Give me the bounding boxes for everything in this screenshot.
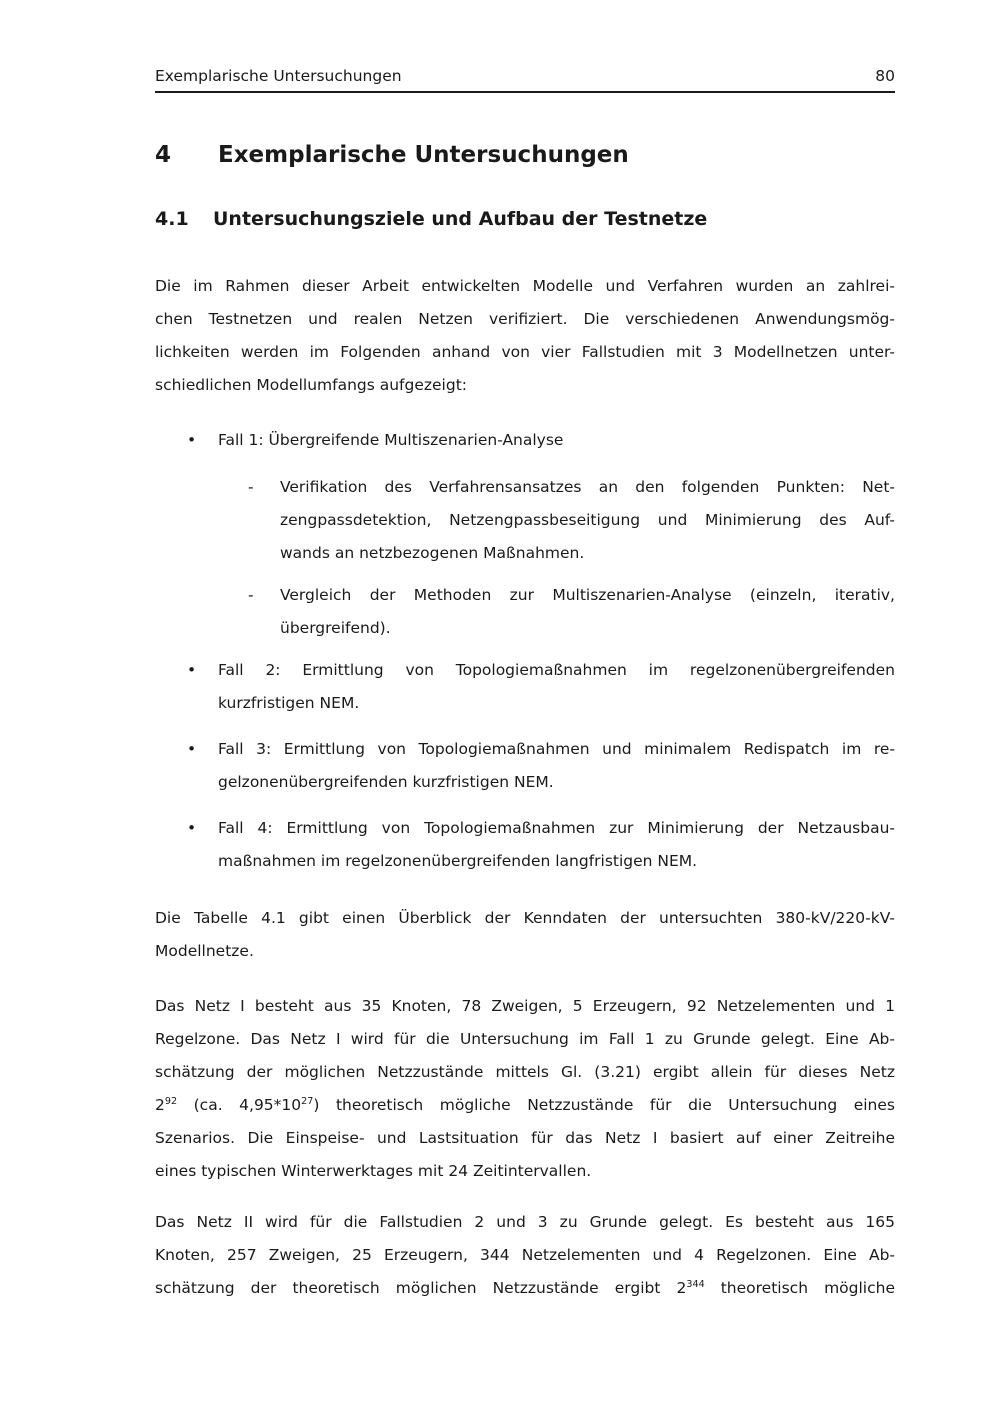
list-subitem-verifikation bbox=[155, 471, 895, 570]
text-line: Fall 1: Übergreifende Multiszenarien-Analyse bbox=[218, 431, 564, 449]
running-header bbox=[155, 66, 895, 93]
bullet-icon: • bbox=[187, 431, 197, 449]
text-line: Fall 2: Ermittlung von Topologiemaßnahmen im regelzonenübergreifenden bbox=[218, 661, 895, 679]
text-line: gelzonenübergreifenden kurzfristigen NEM. bbox=[218, 773, 554, 791]
text-column bbox=[155, 0, 895, 1305]
page-number: 80 bbox=[875, 67, 895, 85]
bullet-icon: • bbox=[187, 819, 197, 837]
list-item-text bbox=[218, 812, 895, 878]
bullet-icon: • bbox=[187, 661, 197, 679]
text-line: Das Netz II wird für die Fallstudien 2 und 3 zu Grunde gelegt. Es besteht aus 165 bbox=[155, 1213, 895, 1231]
text-line: maßnahmen im regelzonenübergreifenden langfristigen NEM. bbox=[218, 852, 698, 870]
list-item-text bbox=[218, 654, 895, 720]
text-line: übergreifend). bbox=[280, 619, 391, 637]
text-line: Die im Rahmen dieser Arbeit entwickelten Modelle und Verfahren wurden an zahlrei- bbox=[155, 277, 895, 295]
netz2-paragraph bbox=[155, 1206, 895, 1305]
text-line: schätzung der möglichen Netzzustände mittels Gl. (3.21) ergibt allein für dieses Netz bbox=[155, 1063, 895, 1081]
dash-icon: - bbox=[248, 478, 254, 496]
netz1-paragraph bbox=[155, 990, 895, 1188]
text-line: Die Tabelle 4.1 gibt einen Überblick der Kenndaten der untersuchten 380-kV/220-kV- bbox=[155, 909, 895, 927]
text-line: Fall 3: Ermittlung von Topologiemaßnahmen und minimalem Redispatch im re- bbox=[218, 740, 895, 758]
section-number: 4 bbox=[155, 142, 172, 168]
text-line: kurzfristigen NEM. bbox=[218, 694, 360, 712]
intro-paragraph bbox=[155, 270, 895, 402]
text-line: schiedlichen Modellumfangs aufgezeigt: bbox=[155, 376, 468, 394]
text-line: Verifikation des Verfahrensansatzes an den folgenden Punkten: Net- bbox=[280, 478, 895, 496]
text-line: lichkeiten werden im Folgenden anhand von vier Fallstudien mit 3 Modellnetzen unter- bbox=[155, 343, 895, 361]
dash-icon: - bbox=[248, 586, 254, 604]
text-line: Modellnetze. bbox=[155, 942, 254, 960]
text-line: schätzung der theoretisch möglichen Netzzustände ergibt $2^{344}$ theoretisch mögliche bbox=[155, 1279, 895, 1297]
text-line: Knoten, 257 Zweigen, 25 Erzeugern, 344 Netzelementen und 4 Regelzonen. Eine Ab- bbox=[155, 1246, 895, 1264]
text-line: $2^{92}$ (ca. $4,95*10^{27}$) theoretisch mögliche Netzzustände für die Untersuchung eines bbox=[155, 1096, 895, 1114]
list-item-fall1 bbox=[155, 424, 895, 457]
subsection-number: 4.1 bbox=[155, 208, 189, 230]
subsection-title: Untersuchungsziele und Aufbau der Testnetze bbox=[213, 208, 708, 230]
list-item-fall2 bbox=[155, 654, 895, 720]
text-line: chen Testnetzen und realen Netzen verifiziert. Die verschiedenen Anwendungsmög- bbox=[155, 310, 895, 328]
list-item-text bbox=[280, 471, 895, 570]
list-item-text bbox=[218, 424, 895, 457]
text-line: Regelzone. Das Netz I wird für die Untersuchung im Fall 1 zu Grunde gelegt. Eine Ab- bbox=[155, 1030, 895, 1048]
text-line: wands an netzbezogenen Maßnahmen. bbox=[280, 544, 585, 562]
running-header-title: Exemplarische Untersuchungen bbox=[155, 67, 402, 85]
list-item-text bbox=[218, 733, 895, 799]
text-line: Das Netz I besteht aus 35 Knoten, 78 Zweigen, 5 Erzeugern, 92 Netzelementen und 1 bbox=[155, 997, 895, 1015]
text-line: eines typischen Winterwerktages mit 24 Zeitintervallen. bbox=[155, 1162, 592, 1180]
text-line: zengpassdetektion, Netzengpassbeseitigung und Minimierung des Auf- bbox=[280, 511, 895, 529]
text-line: Fall 4: Ermittlung von Topologiemaßnahmen zur Minimierung der Netzausbau- bbox=[218, 819, 895, 837]
bullet-icon: • bbox=[187, 740, 197, 758]
list-item-fall4 bbox=[155, 812, 895, 878]
list-item-text bbox=[280, 579, 895, 645]
list-subitem-vergleich bbox=[155, 579, 895, 645]
text-line: Vergleich der Methoden zur Multiszenarien-Analyse (einzeln, iterativ, bbox=[280, 586, 895, 604]
section-heading bbox=[155, 140, 895, 170]
table-note-paragraph bbox=[155, 902, 895, 968]
list-item-fall3 bbox=[155, 733, 895, 799]
subsection-heading bbox=[155, 206, 895, 232]
section-title: Exemplarische Untersuchungen bbox=[218, 142, 629, 168]
text-line: Szenarios. Die Einspeise- und Lastsituation für das Netz I basiert auf einer Zeitreihe bbox=[155, 1129, 895, 1147]
